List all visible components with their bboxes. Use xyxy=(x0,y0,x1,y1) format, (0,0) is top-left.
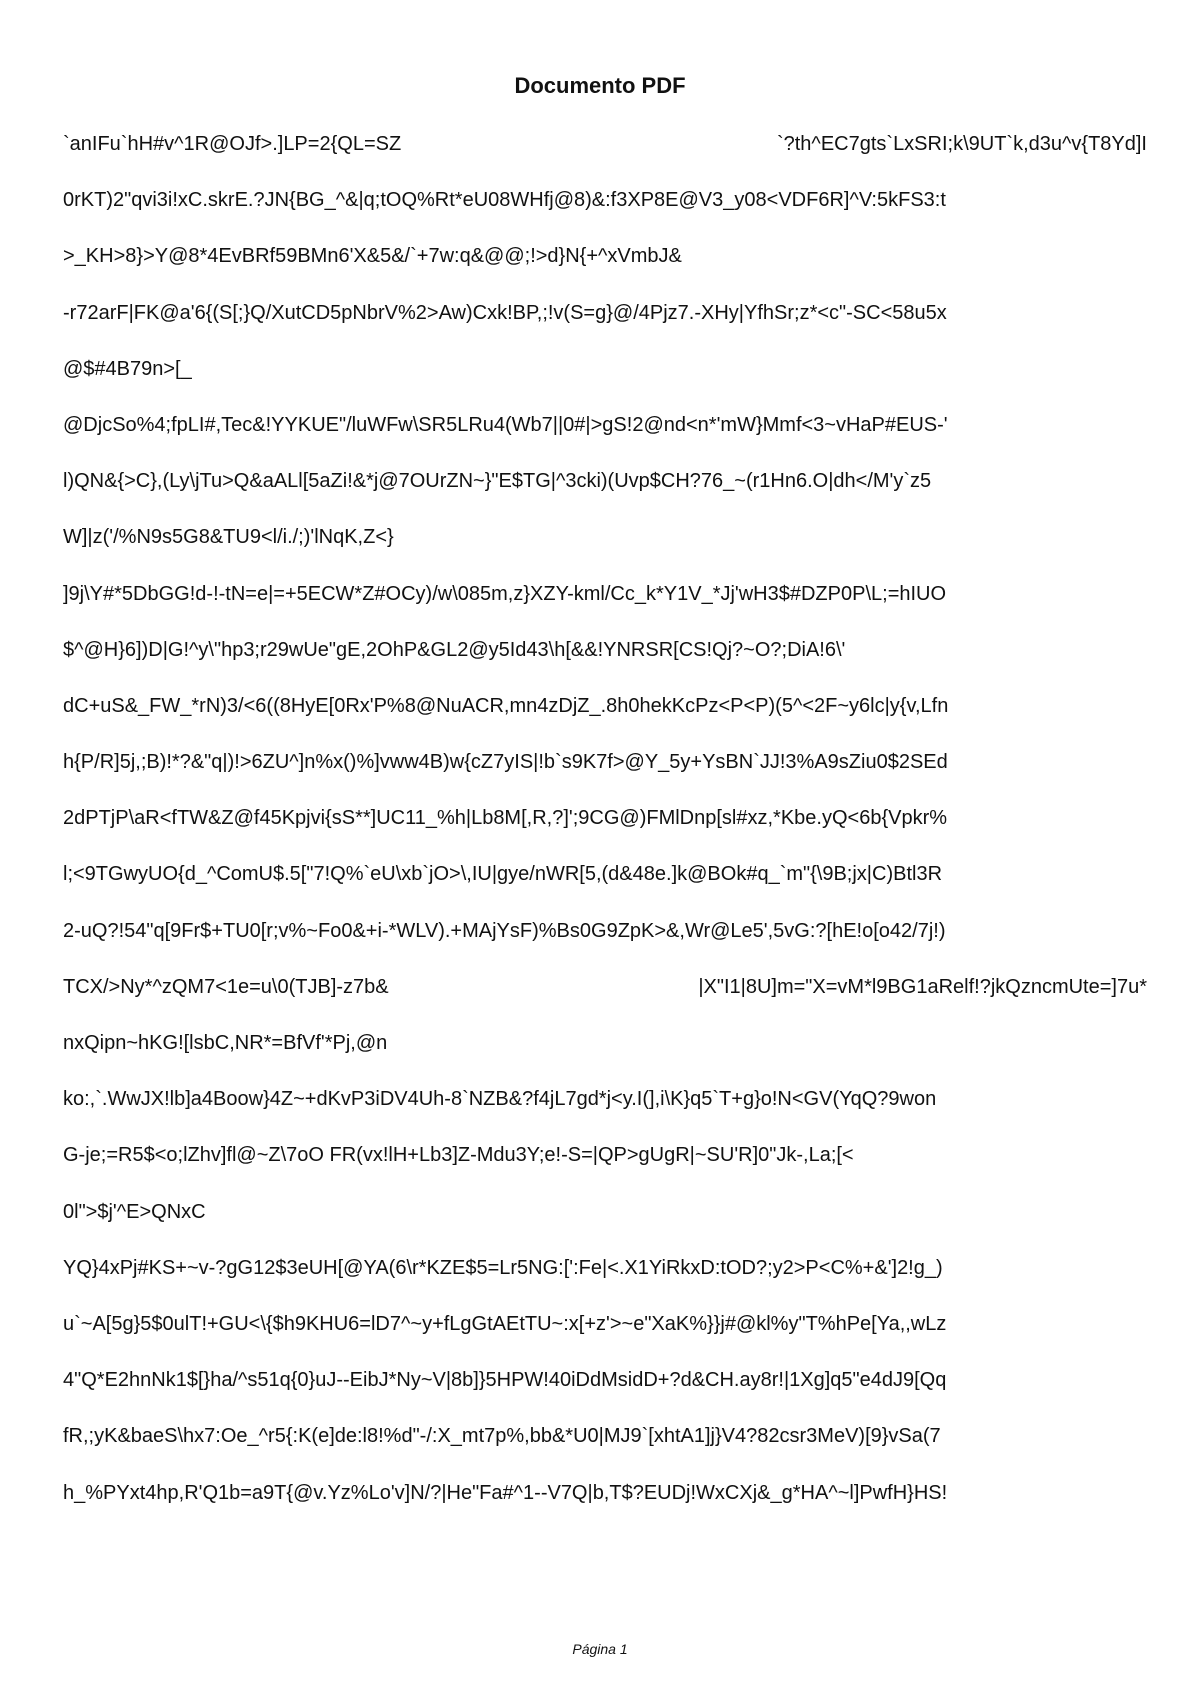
text-line xyxy=(63,465,1147,521)
page-footer: Página 1 xyxy=(572,1641,628,1657)
text-line-left: nxQipn~hKG![lsbC,NR*=BfVf'*Pj,@n xyxy=(63,1032,388,1054)
text-line xyxy=(63,409,1147,465)
document-title: Documento PDF xyxy=(514,73,686,98)
text-line xyxy=(63,521,1147,577)
text-line xyxy=(63,971,1147,1027)
text-line-left: ]9j\Y#*5DbGG!d-!-tN=e|=+5ECW*Z#OCy)/w\085m,z}XZY-kml/Cc_k*Y1V_*Jj'wH3$#DZP0P\L;=hIUO xyxy=(63,582,947,605)
text-line-left: h_%PYxt4hp,R'Q1b=a9T{@v.Yz%Lo'v]N/?|He"Fa#^1--V7Q|b,T$?EUDj!WxCXj&_g*HA^~l]PwfH}HS! xyxy=(63,1481,948,1504)
text-line xyxy=(63,1364,1147,1420)
document-body xyxy=(63,128,1147,1533)
text-line-left: 0l">$j'^E>QNxC xyxy=(63,1200,206,1223)
text-line-left: h{P/R]5j,;B)!*?&"q|)!>6ZU^]n%x()%]vww4B)w{cZ7yIS|!b`s9K7f>@Y_5y+YsBN`JJ!3%A9sZiu0$2SEd xyxy=(63,751,948,774)
text-line-left: 0rKT)2"qvi3i!xC.skrE.?JN{BG_^&|q;tOQ%Rt*eU08WHfj@8)&:f3XP8E@V3_y08<VDF6R]^V:5kFS3:t xyxy=(63,189,946,212)
text-line-right: |X"I1|8U]m="X=vM*l9BG1aRelf!?jkQzncmUte=]7u* xyxy=(698,975,1147,998)
text-line xyxy=(63,634,1147,690)
text-line xyxy=(63,1027,1147,1083)
text-line xyxy=(63,915,1147,971)
text-line-left: G-je;=R5$<o;lZhv]fl@~Z\7oO FR(vx!lH+Lb3]Z-Mdu3Y;e!-S=|QP>gUgR|~SU'R]0"Jk-,La;[< xyxy=(63,1144,854,1167)
text-line xyxy=(63,1252,1147,1308)
text-line-left: @$#4B79n>[_ xyxy=(63,357,192,380)
text-line-left: u`~A[5g}5$0ulT!+GU<\{$h9KHU6=lD7^~y+fLgGtAEtTU~:x[+z'>~e"XaK%}}j#@kl%y"T%hPe[Ya,,wLz xyxy=(63,1312,947,1335)
text-line xyxy=(63,1083,1147,1139)
text-line-left: @DjcSo%4;fpLI#,Tec&!YYKUE"/luWFw\SR5LRu4(Wb7||0#|>gS!2@nd<n*'mW}Mmf<3~vHaP#EUS-' xyxy=(63,413,948,436)
text-line xyxy=(63,1308,1147,1364)
text-line xyxy=(63,240,1147,296)
text-line xyxy=(63,746,1147,802)
text-line-left: 2dPTjP\aR<fTW&Z@f45Kpjvi{sS**]UC11_%h|Lb8M[,R,?]';9CG@)FMlDnp[sl#xz,*Kbe.yQ<6b{Vpkr% xyxy=(63,807,948,830)
text-line-left: W]|z('/%N9s5G8&TU9<l/i./;)'lNqK,Z<} xyxy=(63,526,394,549)
text-line-left: >_KH>8}>Y@8*4EvBRf59BMn6'X&5&/`+7w:q&@@;!>d}N{+^xVmbJ& xyxy=(63,245,682,268)
text-line-left: l;<9TGwyUO{d_^ComU$.5["7!Q%`eU\xb`jO>\,IU|gye/nWR[5,(d&48e.]k@BOk#q_`m"{\9B;jx|C)Btl3R xyxy=(63,863,943,886)
text-line-left: fR,;yK&baeS\hx7:Oe_^r5{:K(e]de:l8!%d"-/:X_mt7p%,bb&*U0|MJ9`[xhtA1]j}V4?82csr3MeV)[9}vSa(7 xyxy=(63,1425,941,1448)
text-line xyxy=(63,184,1147,240)
text-line xyxy=(63,578,1147,634)
text-line xyxy=(63,802,1147,858)
text-line-left: `anIFu`hH#v^1R@OJf>.]LP=2{QL=SZ xyxy=(63,133,402,155)
text-line xyxy=(63,1420,1147,1476)
text-line-left: l)QN&{>C},(Ly\jTu>Q&aALl[5aZi!&*j@7OUrZN~}"E$TG|^3cki)(Uvp$CH?76_~(r1Hn6.O|dh</M'y`z5 xyxy=(63,470,932,493)
text-line xyxy=(63,858,1147,914)
text-line-left: dC+uS&_FW_*rN)3/<6((8HyE[0Rx'P%8@NuACR,mn4zDjZ_.8h0hekKcPz<P<P)(5^<2F~y6lc|y{v,Lfn xyxy=(63,694,949,717)
text-line-right: `?th^EC7gts`LxSRI;k\9UT`k,d3u^v{T8Yd]I xyxy=(776,133,1147,155)
text-line xyxy=(63,1196,1147,1252)
text-line-left: -r72arF|FK@a'6{(S[;}Q/XutCD5pNbrV%2>Aw)Cxk!BP,;!v(S=g}@/4Pjz7.-XHy|YfhSr;z*<c"-SC<58u5x xyxy=(63,301,947,324)
text-line-left: 4"Q*E2hnNk1$[}ha/^s51q{0}uJ--EibJ*Ny~V|8b]}5HPW!40iDdMsidD+?d&CH.ay8r!|1Xg]q5"e4dJ9[Qq xyxy=(63,1369,947,1392)
text-line-left: ko:,`.WwJX!lb]a4Boow}4Z~+dKvP3iDV4Uh-8`NZB&?f4jL7gd*j<y.I(],i\K}q5`T+g}o!N<GV(YqQ?9won xyxy=(63,1088,937,1111)
text-line xyxy=(63,128,1147,184)
text-line xyxy=(63,690,1147,746)
text-line-left: TCX/>Ny*^zQM7<1e=u\0(TJB]-z7b& xyxy=(63,975,389,998)
text-line xyxy=(63,1477,1147,1533)
text-line-left: $^@H}6])D|G!^y\"hp3;r29wUe"gE,2OhP&GL2@y5Id43\h[&&!YNRSR[CS!Qj?~O?;DiA!6\' xyxy=(63,638,846,661)
text-line xyxy=(63,297,1147,353)
text-line xyxy=(63,353,1147,409)
text-line-left: 2-uQ?!54"q[9Fr$+TU0[r;v%~Fo0&+i-*WLV).+MAjYsF)%Bs0G9ZpK>&,Wr@Le5',5vG:?[hE!o[o42/7j!) xyxy=(63,919,946,942)
text-line-left: YQ}4xPj#KS+~v-?gG12$3eUH[@YA(6\r*KZE$5=Lr5NG:[':Fe|<.X1YiRkxD:tOD?;y2>P<C%+&']2!g_) xyxy=(63,1256,943,1279)
text-line xyxy=(63,1139,1147,1195)
